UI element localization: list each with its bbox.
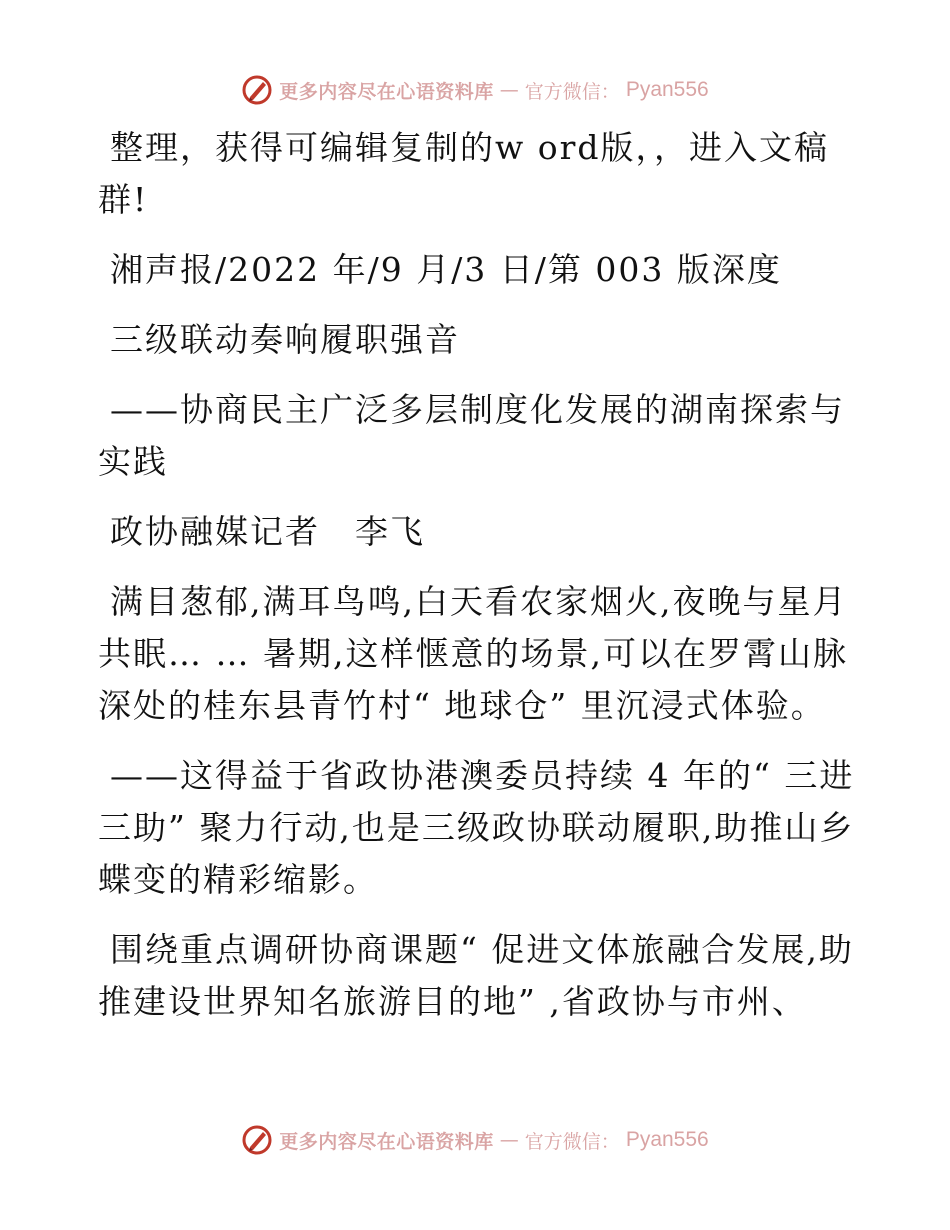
- paragraph-intro: 整理，获得可编辑复制的w ord版，，进入文稿群!: [98, 128, 830, 219]
- paragraph-body-2: ——这得益于省政协港澳委员持续 4 年的“ 三进三助” 聚力行动,也是三级政协联动履职,助推山乡蝶变的精彩缩影。: [98, 756, 855, 899]
- paragraph-body-3: 围绕重点调研协商课题“ 促进文体旅融合发展,助推建设世界知名旅游目的地” ,省政协与市州、: [98, 930, 854, 1021]
- watermark-footer: [0, 1122, 950, 1158]
- paragraph-source: 湘声报/2022 年/9 月/3 日/第 003 版深度: [110, 250, 782, 289]
- watermark-wechat-label: 官方微信：: [524, 80, 620, 103]
- watermark-wechat-label: 官方微信：: [524, 1130, 620, 1153]
- watermark-text: 更多内容尽在心语资料库: [279, 80, 494, 103]
- watermark-dash: —: [499, 79, 519, 101]
- watermark-wechat-id: Pyan556: [625, 78, 709, 101]
- article-byline: 政协融媒记者 李飞: [110, 512, 425, 551]
- article-title: 三级联动奏响履职强音: [110, 320, 460, 359]
- pen-logo-icon: [241, 1124, 273, 1156]
- pen-logo-icon: [241, 74, 273, 106]
- paragraph-body-1: 满目葱郁,满耳鸟鸣,白天看农家烟火,夜晚与星月共眠… … 暑期,这样惬意的场景,可以在罗霄山脉深处的桂东县青竹村“ 地球仓” 里沉浸式体验。: [98, 582, 848, 725]
- watermark-wechat-id: Pyan556: [625, 1128, 709, 1151]
- article-subtitle: ——协商民主广泛多层制度化发展的湖南探索与实践: [98, 390, 845, 481]
- watermark-text: 更多内容尽在心语资料库: [279, 1130, 494, 1153]
- document-body: [98, 122, 858, 1046]
- watermark-dash: —: [499, 1129, 519, 1151]
- watermark-header: [0, 72, 950, 108]
